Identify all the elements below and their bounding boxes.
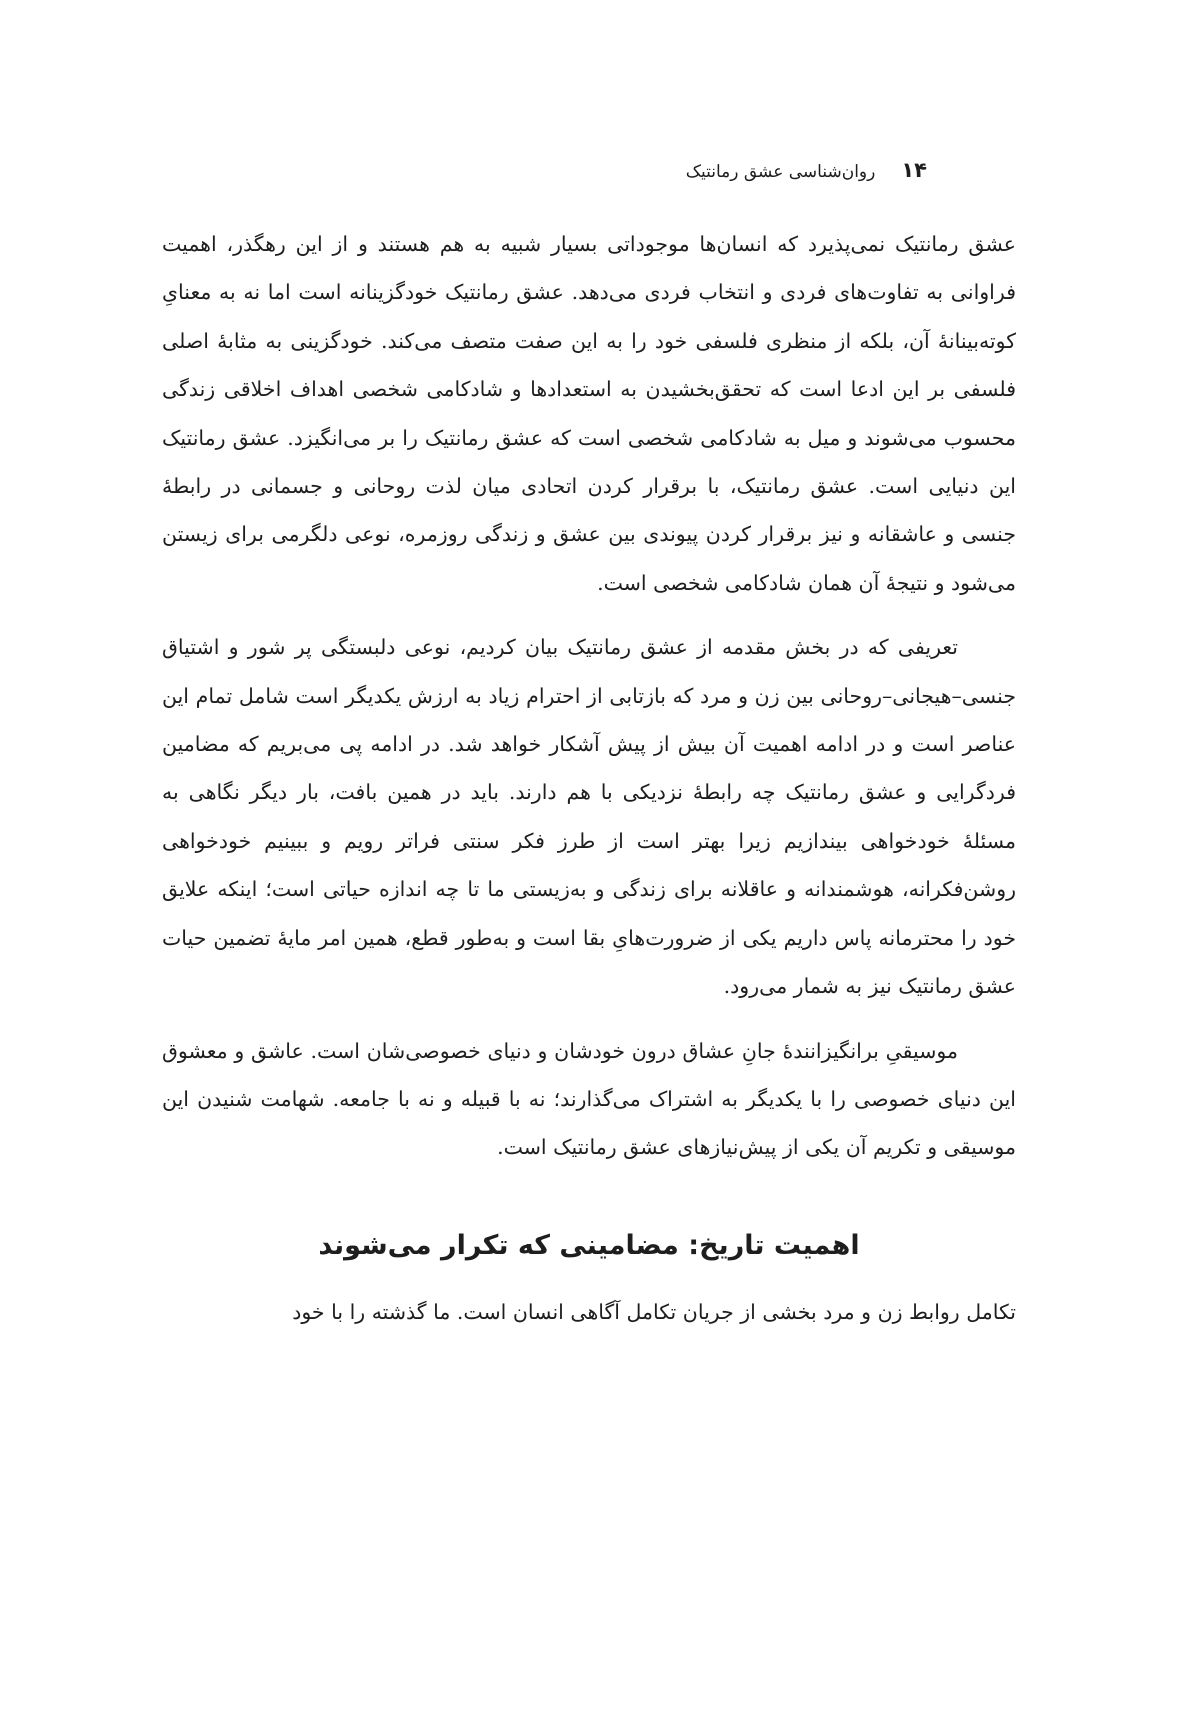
page-number: ۱۴ [901, 158, 927, 182]
running-title: روان‌شناسی عشق رمانتیک [685, 162, 876, 182]
running-head [686, 158, 927, 188]
paragraph-2: تعریفی که در بخش مقدمه از عشق رمانتیک بیان کردیم، نوعی دلبستگی پر شور و اشتیاق جنسی–هیجانی–روحانی بین زن و مرد که بازتابی از احترام زیاد به ارزش یکدیگر است شامل تمام این عناصر است و در ادامه اهمیت آن بیش از پیش آشکار خواهد شد. در ادامه پی می‌بریم که مضامین فردگرایی و عشق رمانتیک چه رابطهٔ نزدیکی با هم دارند. باید در همین بافت، بار دیگر نگاهی به مسئلهٔ خودخواهی بیندازیم زیرا بهتر است از طرز فکر سنتی فراتر رویم و ببینیم خودخواهی روشن‌فکرانه، هوشمندانه و عاقلانه برای زندگی و به‌زیستی ما تا چه اندازه حیاتی است؛ اینکه علایق خود را محترمانه پاس داریم یکی از ضرورت‌هایِ بقا است و به‌طور قطع، همین امر مایهٔ تضمین حیات عشق رمانتیک نیز به شمار می‌رود. [162, 635, 1016, 999]
body-text [162, 220, 1016, 1336]
paragraph-1: عشق رمانتیک نمی‌پذیرد که انسان‌ها موجوداتی بسیار شبیه به هم هستند و از این رهگذر، اهمیت فراوانی به تفاوت‌های فردی و انتخاب فردی می‌دهد. عشق رمانتیک خودگزینانه است اما نه به معنایِ کوته‌بینانهٔ آن، بلکه از منظری فلسفی خود را به این صفت متصف می‌کند. خودگزینی به مثابهٔ اصلی فلسفی بر این ادعا است که تحقق‌بخشیدن به استعدادها و شادکامی شخصی اهداف اخلاقی زندگی محسوب می‌شوند و میل به شادکامی شخصی است که عشق رمانتیک را بر می‌انگیزد. عشق رمانتیک این دنیایی است. عشق رمانتیک، با برقرار کردن اتحادی میان لذت روحانی و جسمانی در رابطهٔ جنسی و عاشقانه و نیز برقرار کردن پیوندی بین عشق و زندگی روزمره، نوعی دلگرمی برای زیستن می‌شود و نتیجهٔ آن همان شادکامی شخصی است. [162, 232, 1016, 595]
paragraph-3: موسیقیِ برانگیزانندهٔ جانِ عشاق درون خودشان و دنیای خصوصی‌شان است. عاشق و معشوق این دنیای خصوصی را با یکدیگر به اشتراک می‌گذارند؛ نه با قبیله و نه با جامعه. شهامت شنیدن این موسیقی و تکریم آن یکی از پیش‌نیازهای عشق رمانتیک است. [162, 1038, 1016, 1160]
section-heading: اهمیت تاریخ: مضامینی که تکرار می‌شوند [318, 1229, 860, 1261]
paragraph-4: تکامل روابط زن و مرد بخشی از جریان تکامل آگاهی انسان است. ما گذشته را با خود [292, 1299, 1016, 1324]
